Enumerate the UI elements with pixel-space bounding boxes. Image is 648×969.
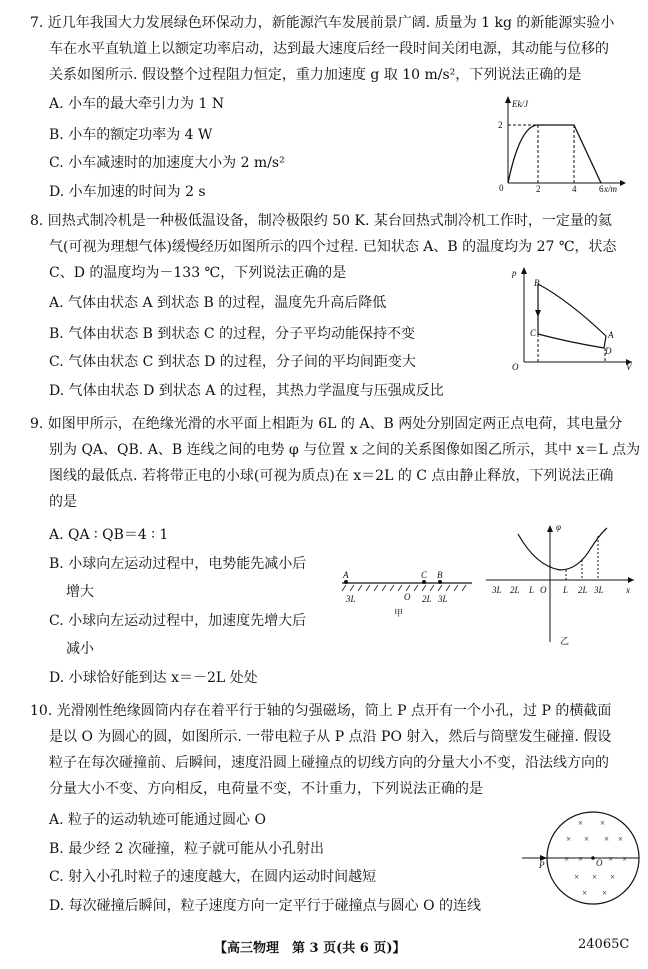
q8-fig-point-c: C [530,328,537,338]
q9-jia-tick-3: 3L [438,594,448,604]
q9-yi-caption: 乙 [560,636,570,646]
q7-fig-ytick: 2 [498,120,503,130]
q9-stem-line-1: 9. 如图甲所示，在绝缘光滑的水平面上相距为 6L 的 A、B 两处分别固定两正点电荷，其电量分 [30,416,623,432]
q9-yi-xlabel: x [626,585,630,595]
q9-stem-line-2: 别为 QA、QB. A、B 连线之间的电势 φ 与位置 x 之间的关系图像如图乙所示，其中 x＝L 点为 [49,442,641,458]
q10-field-mark: × [578,854,584,864]
q10-field-mark: × [574,872,580,882]
q9-jia-caption: 甲 [394,608,404,618]
q9-yi-tick-7: 3L [594,585,604,595]
q7-fig-xlabel: x/m [604,184,617,194]
q10-option-d: D. 每次碰撞后瞬间，粒子速度方向一定平行于碰撞点与圆心 O 的连线 [49,898,482,914]
q9-jia-tick-1: 3L [346,594,356,604]
q7-stem-line-2: 车在水平直轨道上以额定功率启动，达到最大速度后经一段时间关闭电源，其动能与位移的 [49,41,609,57]
q7-option-c: C. 小车减速时的加速度大小为 2 m/s² [49,155,285,171]
q7-option-b: B. 小车的额定功率为 4 W [49,127,213,143]
q7-stem-line-1: 7. 近几年我国大力发展绿色环保动力，新能源汽车发展前景广阔. 质量为 1 kg 的新能源实验小 [30,15,615,31]
q7-fig-xtick-1: 2 [536,184,541,194]
q10-field-mark: × [608,854,614,864]
q9-stem-line-3: 图线的最低点. 若将带正电的小球(可视为质点)在 x＝2L 的 C 点由静止释放，下列说法正确 [49,468,614,484]
q9-yi-ylabel: φ [556,522,561,532]
q9-stem-line-4: 的是 [49,494,77,510]
q9-option-d: D. 小球恰好能到达 x＝－2L 处处 [49,670,258,686]
q9-figure-jia [338,568,478,620]
q8-fig-xlabel: V [626,362,632,372]
q10-field-mark: × [622,854,628,864]
q8-stem-line-1: 8. 回热式制冷机是一种极低温设备，制冷极限约 50 K. 某台回热式制冷机工作时，一定量的氦 [30,213,612,229]
q9-option-a: A. QA ∶ QB＝4 ∶ 1 [49,527,169,543]
q8-option-c: C. 气体由状态 C 到状态 D 的过程，分子间的平均间距变大 [49,354,416,370]
q7-fig-origin: 0 [499,183,504,193]
q10-field-mark: × [592,872,598,882]
q7-stem-line-3: 关系如图所示. 假设整个过程阻力恒定，重力加速度 g 取 10 m/s²，下列说法正确的是 [49,67,582,83]
q7-fig-ylabel: Ek/J [512,99,528,109]
q10-fig-label-p: P [539,860,545,870]
q9-yi-tick-5: L [563,585,569,595]
q8-option-a: A. 气体由状态 A 到状态 B 的过程，温度先升高后降低 [49,295,387,311]
q10-field-mark: × [610,872,616,882]
q9-jia-label-c: C [421,570,428,580]
q10-stem-line-1: 10. 光滑刚性绝缘圆筒内存在着平行于轴的匀强磁场，筒上 P 点开有一个小孔，过 P 的横截面 [30,703,612,719]
q10-field-mark: × [604,834,610,844]
q8-option-b: B. 气体由状态 B 到状态 C 的过程，分子平均动能保持不变 [49,326,415,342]
q9-option-b: B. 小球向左运动过程中，电势能先减小后 [49,556,307,572]
q9-jia-tick-2: 2L [422,594,432,604]
q10-field-mark: × [602,888,608,898]
q9-yi-tick-3: L [529,585,535,595]
q9-jia-label-a: A [343,570,349,580]
q9-yi-tick-6: 2L [578,585,588,595]
q10-stem-line-3: 粒子在每次碰撞前、后瞬间，速度沿圆上碰撞点的切线方向的分量大小不变，沿法线方向的 [49,755,609,771]
page-footer-title: 【高三物理 第 3 页(共 6 页)】 [214,941,406,956]
q10-field-mark: × [578,818,584,828]
q10-fig-label-o: O [596,858,603,868]
q7-fig-xtick-2: 4 [572,184,577,194]
q9-option-c-cont: 减小 [66,641,94,657]
q8-figure-p-v [508,262,638,374]
q9-jia-label-o: O [404,592,411,602]
q9-option-c: C. 小球向左运动过程中，加速度先增大后 [49,613,307,629]
q8-stem-line-3: C、D 的温度均为－133 ℃，下列说法正确的是 [49,265,347,281]
q10-option-c: C. 射入小孔时粒子的速度越大，在圆内运动时间越短 [49,869,377,885]
q10-stem-line-4: 分量大小不变、方向相反，电荷量不变，不计重力，下列说法正确的是 [49,781,483,797]
q9-yi-tick-2: 2L [510,585,520,595]
q8-option-d: D. 气体由状态 D 到状态 A 的过程，其热力学温度与压强成反比 [49,383,444,399]
q8-fig-point-a: A [608,330,614,340]
q9-jia-label-b: B [437,570,443,580]
q9-yi-tick-4: O [540,585,547,595]
q10-field-mark: × [582,888,588,898]
q9-option-b-cont: 增大 [66,584,94,600]
q8-fig-ylabel: p [512,268,517,278]
q10-stem-line-2: 是以 O 为圆心的圆，如图所示. 一带电粒子从 P 点沿 PO 射入，然后与筒壁发生碰撞. 假设 [49,729,612,745]
q10-field-mark: × [600,818,606,828]
q10-field-mark: × [564,854,570,864]
q8-fig-origin: O [512,362,519,372]
q8-fig-point-b: B [534,278,540,288]
q10-option-b: B. 最少经 2 次碰撞，粒子就可能从小孔射出 [49,841,324,857]
q7-figure-ek-x [486,95,626,195]
q10-field-mark: × [566,834,572,844]
q7-option-d: D. 小车加速的时间为 2 s [49,184,206,200]
q10-option-a: A. 粒子的运动轨迹可能通过圆心 O [49,812,266,828]
page-footer-code: 24065C [578,937,630,952]
q8-fig-point-d: D [605,346,612,356]
q7-fig-xtick-3: 6 [599,184,604,194]
q8-stem-line-2: 气(可视为理想气体)缓慢经历如图所示的四个过程. 已知状态 A、B 的温度均为 27 ℃，状态 [49,239,617,255]
q10-figure-cylinder [520,808,642,908]
q7-option-a: A. 小车的最大牵引力为 1 N [49,96,225,112]
q9-figure-yi [482,520,642,648]
q10-field-mark: × [584,834,590,844]
q9-yi-tick-1: 3L [492,585,502,595]
q10-field-mark: × [618,834,624,844]
